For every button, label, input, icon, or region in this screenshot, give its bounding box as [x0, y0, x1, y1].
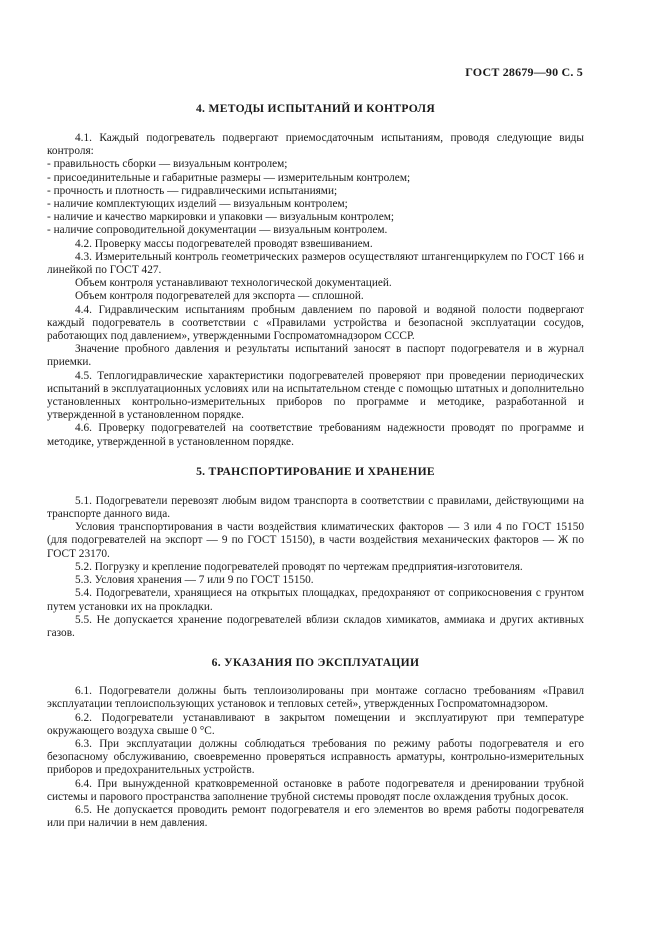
list-item: - прочность и плотность — гидравлическими испытаниями; [47, 184, 338, 197]
list-item: - присоединительные и габаритные размеры — измерительным контролем; [47, 171, 411, 184]
paragraph: 5.5. Не допускается хранение подогревателей вблизи складов химикатов, аммиака и других активных газов. [47, 613, 584, 639]
list-item: - наличие комплектующих изделий — визуальным контролем; [47, 198, 348, 211]
paragraph: 4.5. Теплогидравлические характеристики подогревателей проверяют при проведении периодических испытаний в эксплуатационных условиях или на испытательном стенде с помощью штатных и дополнительно установленных контрольно-измерительных приборов по программе и методике, разработанной и утвержденной в установленном порядке. [47, 369, 584, 422]
list-item: - наличие и качество маркировки и упаковки — визуальным контролем; [47, 211, 394, 224]
paragraph: 5.1. Подогреватели перевозят любым видом транспорта в соответствии с правилами, действующими на транспорте данного вида. [47, 494, 584, 521]
paragraph: 6.2. Подогреватели устанавливают в закрытом помещении и эксплуатируют при температуре окружающего воздуха свыше 0 °С. [47, 711, 584, 737]
section-5 [47, 465, 584, 640]
section-title: 4. МЕТОДЫ ИСПЫТАНИЙ И КОНТРОЛЯ [195, 102, 436, 115]
paragraph: 6.3. При эксплуатации должны соблюдаться требования по режиму работы подогревателя и его безопасному обслуживанию, своевременно проверяться исправность арматуры, контрольно-измерительных приборов и предохранительных устройств. [47, 737, 584, 777]
paragraph: 6.5. Не допускается проводить ремонт подогревателя и его элементов во время работы подогревателя или при наличии в нем давления. [47, 803, 584, 830]
document-body [47, 102, 584, 830]
paragraph: 4.3. Измерительный контроль геометрических размеров осуществляют штангенциркулем по ГОСТ 166 и линейкой по ГОСТ 427. [47, 250, 584, 277]
paragraph: 4.2. Проверку массы подогревателей проводят взвешиванием. [75, 237, 373, 250]
paragraph: Объем контроля устанавливают технологической документацией. [75, 277, 392, 290]
paragraph: 4.1. Каждый подогреватель подвергают приемосдаточным испытаниям, проводя следующие виды контроля: [47, 132, 584, 158]
list-item: - наличие сопроводительной документации — визуальным контролем. [47, 224, 388, 237]
paragraph: Значение пробного давления и результаты испытаний заносят в паспорт подогревателя и в журнал приемки. [47, 343, 584, 369]
list-item: - правильность сборки — визуальным контролем; [47, 158, 288, 171]
paragraph: Условия транспортирования в части воздействия климатических факторов — 3 или 4 по ГОСТ 15150 (для подогревателей на экспорт — 9 по ГОСТ 15150), в части воздействия механических факторов — Ж по ГОСТ 23170. [47, 521, 584, 560]
paragraph: 5.4. Подогреватели, хранящиеся на открытых площадках, предохраняют от соприкосновения с грунтом путем установки их на прокладки. [47, 587, 584, 613]
section-title: 6. УКАЗАНИЯ ПО ЭКСПЛУАТАЦИИ [211, 656, 420, 670]
section-6 [47, 656, 584, 830]
paragraph: 4.4. Гидравлическим испытаниям пробным давлением по паровой и водяной полости подвергают каждый подогреватель в соответствии с «Правилами устройства и безопасной эксплуатации сосудов, работающих под давлением», утвержденными Госпроматомнадзором СССР. [47, 303, 584, 343]
paragraph: 6.4. При вынужденной кратковременной остановке в работе подогревателя и дренировании трубной системы и парового пространства заполнение трубной системы проводят после охлаждения трубных досок. [47, 777, 584, 803]
section-title: 5. ТРАНСПОРТИРОВАНИЕ И ХРАНЕНИЕ [196, 464, 435, 478]
paragraph: 4.6. Проверку подогревателей на соответствие требованиям надежности проводят по программе и методике, утвержденной в установленном порядке. [47, 422, 584, 448]
paragraph: 5.2. Погрузку и крепление подогревателей проводят по чертежам предприятия-изготовителя. [75, 560, 523, 573]
paragraph: 5.3. Условия хранения — 7 или 9 по ГОСТ 15150. [75, 574, 314, 587]
page-header: ГОСТ 28679—90 С. 5 [465, 65, 583, 79]
paragraph: 6.1. Подогреватели должны быть теплоизолированы при монтаже согласно требованиям «Правил эксплуатации теплоиспользующих установок и тепловых сетей», утвержденных Госпроматомнадзором. [47, 685, 584, 711]
section-4 [47, 102, 584, 449]
paragraph: Объем контроля подогревателей для экспорта — сплошной. [75, 290, 364, 303]
